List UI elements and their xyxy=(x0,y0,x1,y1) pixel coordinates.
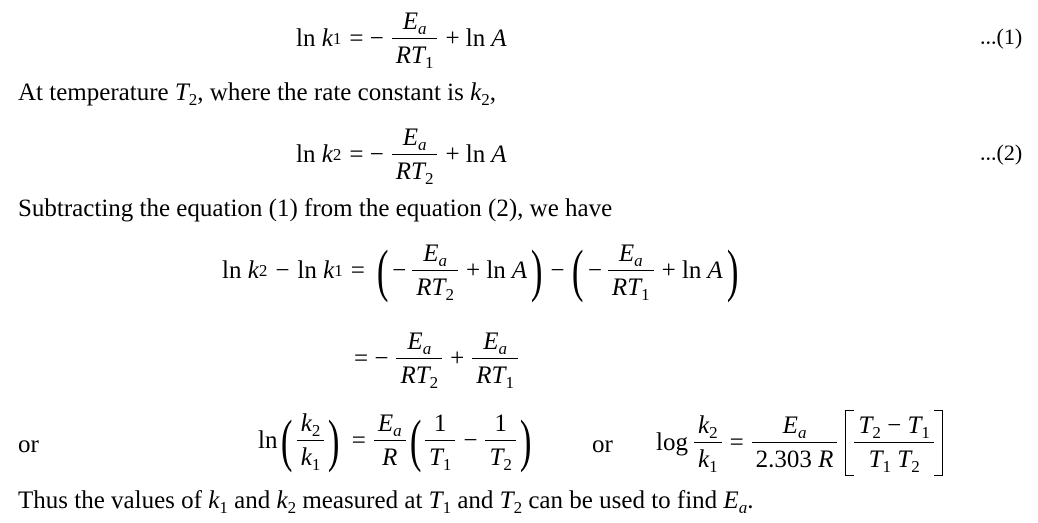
subscript: a xyxy=(422,338,432,358)
text: At temperature xyxy=(18,79,175,106)
or-label-2: or xyxy=(592,431,613,458)
subscript: 2 xyxy=(872,422,881,442)
subscript: a xyxy=(498,338,507,358)
variable-RT: RT xyxy=(476,362,506,389)
subscript: a xyxy=(438,250,448,270)
fraction xyxy=(608,240,654,302)
paragraph-subtracting: Subtracting the equation (1) from the equation (2), we have xyxy=(18,195,613,222)
subscript: 1 xyxy=(921,422,930,442)
text: and xyxy=(227,487,277,514)
variable-T: T xyxy=(897,446,912,473)
fraction xyxy=(694,412,722,474)
subscript: 2 xyxy=(911,456,920,476)
plus-ln: + ln xyxy=(445,25,486,52)
subscript: 1 xyxy=(505,372,514,392)
subscript: a xyxy=(797,422,807,442)
subscript: 2 xyxy=(311,420,321,440)
equation-4 xyxy=(346,328,518,390)
subscript: 2 xyxy=(709,422,718,442)
fraction xyxy=(392,8,438,70)
fraction xyxy=(854,412,933,474)
subscript: 1 xyxy=(882,456,892,476)
ln-function: ln xyxy=(296,25,316,52)
equation-3: ln k 2 − ln k 1 = ( − $\frac{E_a}{RT_2}$ + ln A ) − ( − $\frac{E_a}{RT_1}$ + ln A ) xyxy=(222,238,739,304)
variable-k: k xyxy=(321,141,333,168)
variable-E: E xyxy=(402,8,418,35)
fraction xyxy=(396,328,442,390)
right-paren: ) xyxy=(726,238,739,303)
variable-E: E xyxy=(483,328,499,355)
variable-T: T xyxy=(907,412,922,439)
ln-function: ln xyxy=(222,257,242,284)
plus-ln: + ln xyxy=(465,257,506,284)
variable-T: T xyxy=(428,487,443,514)
minus: − xyxy=(587,257,602,284)
subscript: a xyxy=(418,18,427,38)
equals: = xyxy=(350,257,365,284)
subscript: 2 xyxy=(424,168,434,188)
variable-k: k xyxy=(247,257,259,284)
plus: + xyxy=(450,345,465,372)
subscript: 2 xyxy=(503,454,512,474)
equation-number-2: ...(2) xyxy=(980,140,1023,165)
variable-RT: RT xyxy=(395,42,425,69)
variable-k: k xyxy=(323,257,335,284)
minus: − xyxy=(550,257,565,284)
variable-E: E xyxy=(407,328,423,355)
variable-k: k xyxy=(300,444,312,471)
equals: = xyxy=(351,427,366,454)
subscript: a xyxy=(634,250,643,270)
right-paren: ) xyxy=(328,408,340,473)
variable-k: k xyxy=(300,410,312,437)
variable-T: T xyxy=(489,444,504,471)
plus-ln: + ln xyxy=(661,257,702,284)
subscript: 1 xyxy=(442,497,452,517)
variable-k: k xyxy=(697,446,710,473)
log-function: log xyxy=(656,429,688,456)
variable-E: E xyxy=(402,124,418,151)
equals-minus: = − xyxy=(349,25,384,52)
subscript: 1 xyxy=(311,454,321,474)
paragraph-temperature xyxy=(18,79,496,109)
variable-E: E xyxy=(782,412,798,439)
text: , xyxy=(489,79,496,106)
variable-k: k xyxy=(208,487,220,514)
fraction xyxy=(374,410,406,472)
text: can be used to find xyxy=(522,487,724,514)
variable-A: A xyxy=(511,257,528,284)
text: and xyxy=(451,487,500,514)
equation-1: ln k 1 = − $\frac{E_a}{RT_1}$ + ln A xyxy=(296,8,507,72)
ln-function: ln xyxy=(297,257,317,284)
plus-ln: + ln xyxy=(445,141,486,168)
variable-T: T xyxy=(428,444,443,471)
equation-number-1: ...(1) xyxy=(980,24,1023,49)
right-paren: ) xyxy=(530,238,543,303)
fraction xyxy=(485,410,515,472)
variable-T: T xyxy=(499,487,514,514)
variable-RT: RT xyxy=(395,158,425,185)
minus: − xyxy=(392,257,407,284)
equals: = xyxy=(729,429,744,456)
variable-T: T xyxy=(174,79,189,106)
subscript: 1 xyxy=(442,454,452,474)
right-bracket xyxy=(934,410,943,476)
subscript: a xyxy=(738,497,748,517)
equation-5-ln xyxy=(258,410,535,472)
variable-T: T xyxy=(868,446,883,473)
subscript: 2 xyxy=(287,497,297,517)
subscript: 2 xyxy=(445,284,454,304)
left-paren: ( xyxy=(376,238,389,303)
fraction xyxy=(752,412,838,474)
number-one: 1 xyxy=(433,410,447,437)
variable-RT: RT xyxy=(611,274,642,301)
coefficient: 2.303 xyxy=(755,446,812,473)
variable-RT: RT xyxy=(400,362,430,389)
fraction xyxy=(425,410,455,472)
variable-RT: RT xyxy=(416,274,446,301)
text: measured at xyxy=(296,487,429,514)
or-label-1: or xyxy=(18,431,39,458)
variable-E: E xyxy=(618,240,635,267)
fraction xyxy=(412,240,458,302)
minus: − xyxy=(463,427,478,454)
equation-2: ln k 2 = − $\frac{E_a}{RT_2}$ + ln A xyxy=(296,124,507,188)
variable-E: E xyxy=(723,487,739,514)
equals-minus: = − xyxy=(349,141,384,168)
variable-k: k xyxy=(470,79,482,106)
subscript: 1 xyxy=(709,456,718,476)
ln-function: ln xyxy=(296,141,316,168)
equals-minus: = − xyxy=(354,345,389,372)
variable-A: A xyxy=(491,25,507,52)
subscript: 2 xyxy=(429,372,439,392)
text: Thus the values of xyxy=(18,487,209,514)
left-paren: ( xyxy=(572,238,584,303)
variable-k: k xyxy=(276,487,288,514)
fraction xyxy=(472,328,518,390)
left-paren: ( xyxy=(281,408,293,473)
subscript: 1 xyxy=(424,52,434,72)
fraction xyxy=(392,124,438,186)
subscript: 1 xyxy=(219,497,228,517)
subscript: 2 xyxy=(513,497,523,517)
minus: − xyxy=(887,412,902,439)
text: , where the rate constant is xyxy=(197,79,471,106)
subscript: a xyxy=(418,134,427,154)
equation-5-log xyxy=(656,410,943,476)
variable-T: T xyxy=(858,412,873,439)
variable-R: R xyxy=(818,446,834,473)
left-paren: ( xyxy=(409,408,422,473)
subscript: a xyxy=(393,420,402,440)
right-paren: ) xyxy=(519,408,532,473)
fraction xyxy=(297,410,325,472)
variable-k: k xyxy=(321,25,333,52)
variable-E: E xyxy=(377,410,394,437)
variable-k: k xyxy=(697,412,710,439)
minus: − xyxy=(275,257,290,284)
variable-A: A xyxy=(707,257,723,284)
subscript: 2 xyxy=(481,89,490,109)
variable-E: E xyxy=(423,240,439,267)
ln-function: ln xyxy=(258,427,278,454)
number-one: 1 xyxy=(494,410,507,437)
text: . xyxy=(747,487,754,514)
left-bracket xyxy=(845,410,854,476)
subscript: 2 xyxy=(188,89,198,109)
subscript: 1 xyxy=(641,284,650,304)
variable-A: A xyxy=(491,141,507,168)
paragraph-conclusion xyxy=(18,487,754,517)
variable-R: R xyxy=(382,444,398,471)
